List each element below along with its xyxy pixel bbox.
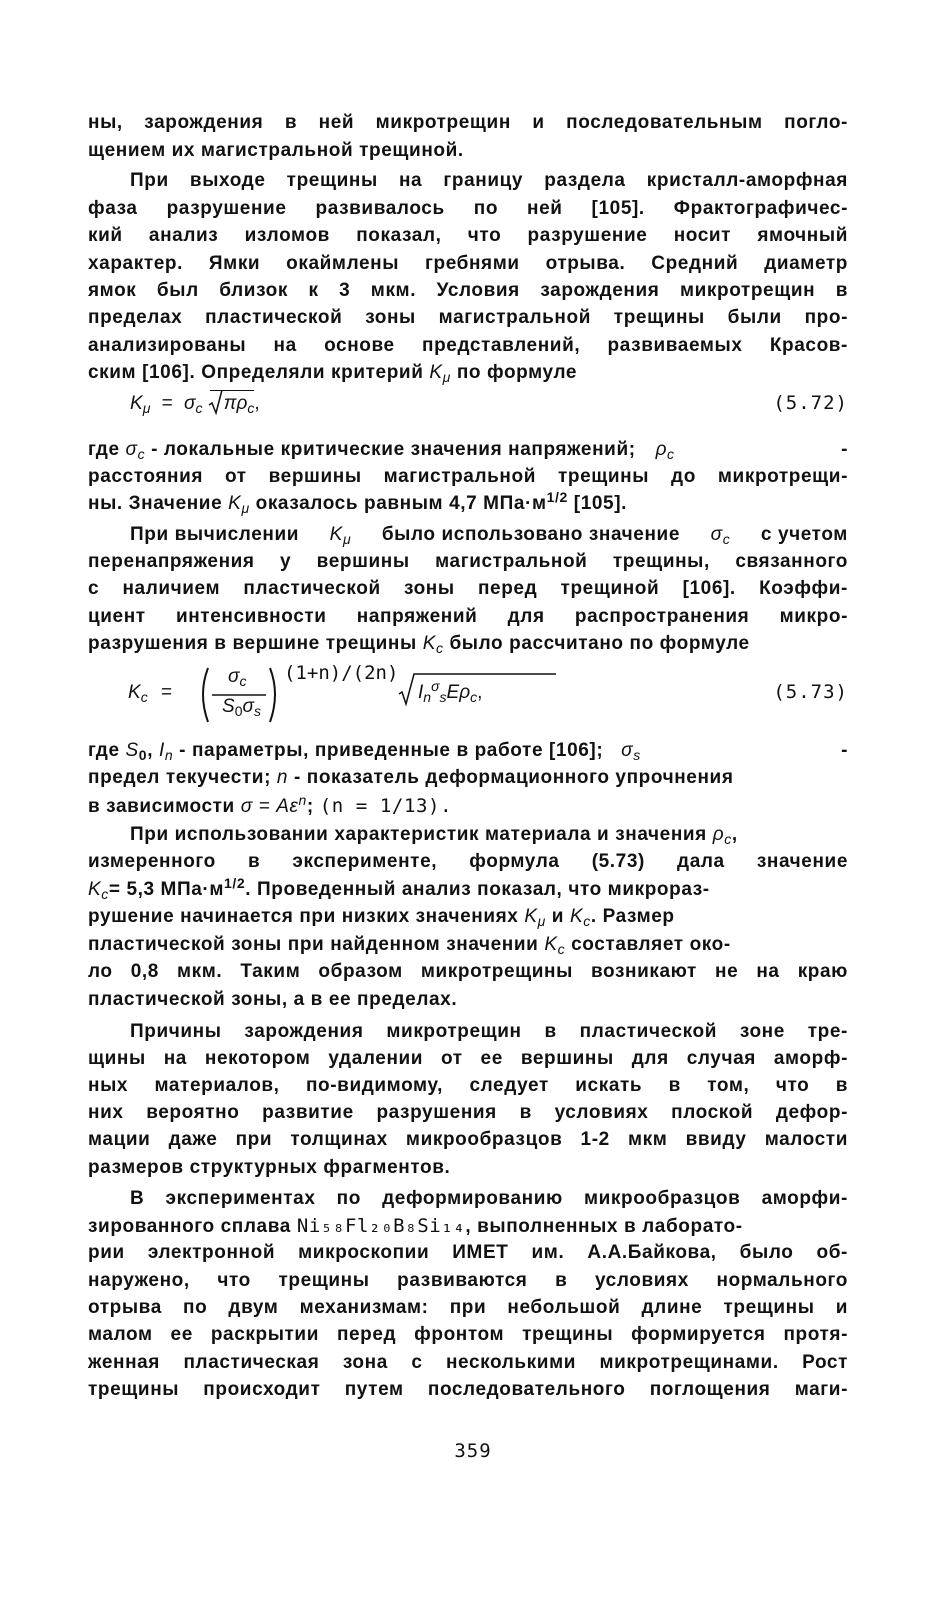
symbol-I: I xyxy=(418,682,424,703)
text-line xyxy=(88,360,848,386)
text-fragment: рушение начинается при низких значениях xyxy=(88,906,519,927)
text-line xyxy=(88,877,848,903)
symbol-rho: ρ xyxy=(655,439,668,460)
text-line: анализированы на основе представлений, развиваемых Красов- xyxy=(88,335,848,356)
symbol-mu: μ xyxy=(142,400,151,416)
equals-sign: = xyxy=(161,393,173,414)
symbol-K: K xyxy=(544,934,558,955)
text-fragment: зированного сплава xyxy=(88,1216,291,1237)
subscript-c: c xyxy=(195,400,203,416)
text-line: циент интенсивности напряжений для распространения микро- xyxy=(88,606,848,627)
symbol-sigma: σ xyxy=(710,524,723,545)
subscript-c: c xyxy=(724,831,732,847)
text-fragment: - показатель деформационного упрочнения xyxy=(293,767,734,788)
text-line xyxy=(88,631,848,657)
text-line: ны, зарождения в ней микротрещин и последовательным погло- xyxy=(88,112,848,133)
subscript-zero: 0 xyxy=(234,703,243,719)
text-line: пластической зоны, а в ее пределах. xyxy=(88,989,458,1010)
comma: , xyxy=(147,740,154,761)
subscript-c: c xyxy=(137,446,146,462)
subscript-c: c xyxy=(239,673,247,689)
text-line: мации даже при толщинах микрообразцов 1-2 мкм ввиду малости xyxy=(88,1129,848,1150)
symbol-mu: μ xyxy=(342,531,352,547)
symbol-rho: ρ xyxy=(459,682,471,703)
text-line: рии электронной микроскопии ИМЕТ им. А.А.Байкова, было об- xyxy=(88,1242,848,1263)
text-line: характер. Ямки окаймлены гребнями отрыва. Средний диаметр xyxy=(88,253,848,274)
subscript-c: c xyxy=(583,913,591,929)
subscript-c: c xyxy=(101,886,109,902)
text-fragment: , выполненных в лаборато- xyxy=(465,1216,743,1237)
exponent-n: n xyxy=(298,792,307,808)
text-line: щением их магистральной трещиной. xyxy=(88,140,464,161)
semicolon: ; xyxy=(306,796,314,817)
symbol-S: S xyxy=(125,740,139,761)
symbol-I: I xyxy=(158,740,165,761)
symbol-sigma: σ xyxy=(125,439,138,460)
fraction-denominator xyxy=(222,694,261,720)
text-fragment: = 5,3 МПа·м xyxy=(108,879,224,900)
text-line: них вероятно развитие разрушения в условиях плоской дефор- xyxy=(88,1102,848,1123)
formula-label: (5.73) xyxy=(773,681,848,703)
text-line: измеренного в эксперименте, формула (5.73) дала значение xyxy=(88,851,848,872)
text-fragment: - параметры, приведенные в работе [106]; xyxy=(179,740,604,761)
text-line xyxy=(88,491,848,517)
text-line xyxy=(130,822,848,848)
hardening-law: σ = Aε xyxy=(240,796,299,817)
text-line: фаза разрушение развивалось по ней [105]. Фрактографичес- xyxy=(88,198,848,219)
text-line xyxy=(88,765,848,791)
symbol-K: K xyxy=(128,682,141,703)
subscript-c: c xyxy=(722,531,731,547)
text-fragment: - локальные критические значения напряжений; xyxy=(151,439,636,460)
text-line: кий анализ изломов показал, что разрушение носит ямочный xyxy=(88,225,848,246)
symbol-K: K xyxy=(524,906,538,927)
text-fragment: составляет око- xyxy=(571,934,731,955)
text-line xyxy=(88,437,848,463)
text-line: ных материалов, по-видимому, следует искать в том, что в xyxy=(88,1075,848,1096)
symbol-mu: μ xyxy=(241,500,250,516)
text-fragment: пластической зоны при найденном значении xyxy=(88,934,539,955)
subscript-c: c xyxy=(557,941,566,957)
text-line: наружено, что трещины развиваются в условиях нормального xyxy=(88,1270,848,1291)
subscript-c: c xyxy=(435,640,444,656)
text-fragment: При вычислении xyxy=(130,524,300,545)
text-line: расстояния от вершины магистральной трещины до микротрещи- xyxy=(88,466,848,487)
formula-label: (5.72) xyxy=(773,392,848,414)
text-fragment: [105]. xyxy=(573,493,627,514)
text-fragment: оказалось равным 4,7 МПа·м xyxy=(255,493,547,514)
text-line: трещины происходит путем последовательного поглощения маги- xyxy=(88,1379,848,1400)
text-fragment: в зависимости xyxy=(88,796,235,817)
comma: , xyxy=(254,393,260,414)
subscript-s: s xyxy=(633,747,641,763)
text-fragment: было использовано значение xyxy=(381,524,680,545)
text-line: ло 0,8 мкм. Таким образом микротрещины возникают не на краю xyxy=(88,961,848,982)
text-fragment: было рассчитано по формуле xyxy=(449,633,750,654)
text-line: перенапряжения у вершины магистральной трещины, связанного xyxy=(88,551,848,572)
text-line xyxy=(88,793,848,820)
subscript-zero: 0 xyxy=(138,747,148,763)
text-fragment: разрушения в вершине трещины xyxy=(88,633,417,654)
comma: , xyxy=(731,824,738,845)
sqrt-sign xyxy=(210,390,255,417)
text-line: пределах пластической зоны магистральной трещины были про- xyxy=(88,307,848,328)
text-line xyxy=(88,1213,848,1240)
text-line: женная пластическая зона с несколькими микротрещинами. Рост xyxy=(88,1352,848,1373)
text-fragment: предел текучести; xyxy=(88,767,271,788)
subscript-s: s xyxy=(253,703,261,719)
symbol-E: E xyxy=(446,682,460,703)
symbol-sigma: σ xyxy=(242,696,254,717)
text-line: с наличием пластической зоны перед трещиной [106]. Коэффи- xyxy=(88,578,848,599)
subscript-n: n xyxy=(164,747,174,763)
symbol-mu: μ xyxy=(442,369,451,385)
symbol-rho: ρ xyxy=(712,824,725,845)
symbol-sigma: σ xyxy=(184,393,196,414)
text-line: щины на некотором удалении от ее вершины для случая аморф- xyxy=(88,1048,848,1069)
text-line xyxy=(88,904,848,930)
formula-5-73 xyxy=(128,680,180,706)
equals-sign: = xyxy=(160,682,173,703)
n-value: (n = 1/13). xyxy=(319,795,453,817)
symbol-K: K xyxy=(228,493,242,514)
text-line: ямок был близок к 3 мкм. Условия зарождения микротрещин в xyxy=(88,280,848,301)
exponent-half: 1/2 xyxy=(546,489,568,505)
page-number: 359 xyxy=(454,1440,492,1462)
superscript-sigma: σ xyxy=(431,678,440,694)
text-fragment: где xyxy=(88,740,120,761)
radical-icon xyxy=(208,389,222,415)
text-fragment: ским [106]. Определяли критерий xyxy=(88,362,424,383)
formula-5-72 xyxy=(130,390,260,417)
text-fragment: где xyxy=(88,439,120,460)
symbol-K: K xyxy=(569,906,584,927)
symbol-K: K xyxy=(130,393,143,414)
symbol-mu: μ xyxy=(537,913,546,929)
exponent-half: 1/2 xyxy=(224,875,246,891)
symbol-sigma: σ xyxy=(621,740,634,761)
symbol-K: K xyxy=(88,879,102,900)
text-line xyxy=(130,522,848,548)
symbol-K: K xyxy=(329,524,343,545)
text-fragment: по формуле xyxy=(456,362,578,383)
text-line xyxy=(88,738,848,764)
alloy-formula: Ni₅₈Fl₂₀B₈Si₁₄ xyxy=(296,1215,466,1237)
subscript-s: s xyxy=(439,689,447,705)
symbol-K: K xyxy=(429,362,443,383)
subscript-c: c xyxy=(667,446,675,462)
text-fragment: . Проведенный анализ показал, что микрораз- xyxy=(245,879,710,900)
symbol-S: S xyxy=(222,696,235,717)
subscript-c: c xyxy=(140,689,148,705)
symbol-n: n xyxy=(276,767,289,788)
text-fragment: и xyxy=(551,906,565,927)
text-line: Причины зарождения микротрещин в пластической зоне тре- xyxy=(130,1021,848,1042)
fraction-numerator xyxy=(228,664,246,690)
symbol-sigma: σ xyxy=(228,666,240,687)
subscript-n: n xyxy=(423,689,432,705)
text-line: отрыва по двум механизмам: при небольшой длине трещины и xyxy=(88,1297,848,1318)
text-fragment: - xyxy=(841,740,848,761)
text-fragment: При использовании характеристик материала и значения xyxy=(130,824,707,845)
exponent: (1+n)/(2n) xyxy=(284,662,399,684)
text-fragment: ны. Значение xyxy=(88,493,223,514)
text-fragment: - xyxy=(841,439,848,460)
subscript-c: c xyxy=(470,689,478,705)
text-line: При выходе трещины на границу раздела кристалл-аморфная xyxy=(130,170,848,191)
pi-rho: πρ xyxy=(223,393,248,414)
subscript-c: c xyxy=(247,400,255,416)
text-fragment: . Размер xyxy=(590,906,675,927)
text-line xyxy=(88,932,848,958)
radicand xyxy=(418,680,482,706)
text-line: В экспериментах по деформированию микрообразцов аморфи- xyxy=(130,1188,848,1209)
text-line: размеров структурных фрагментов. xyxy=(88,1157,451,1178)
text-fragment: с учетом xyxy=(760,524,848,545)
symbol-K: K xyxy=(422,633,436,654)
comma: , xyxy=(477,682,483,703)
text-line: малом ее раскрытии перед фронтом трещины формируется протя- xyxy=(88,1324,848,1345)
